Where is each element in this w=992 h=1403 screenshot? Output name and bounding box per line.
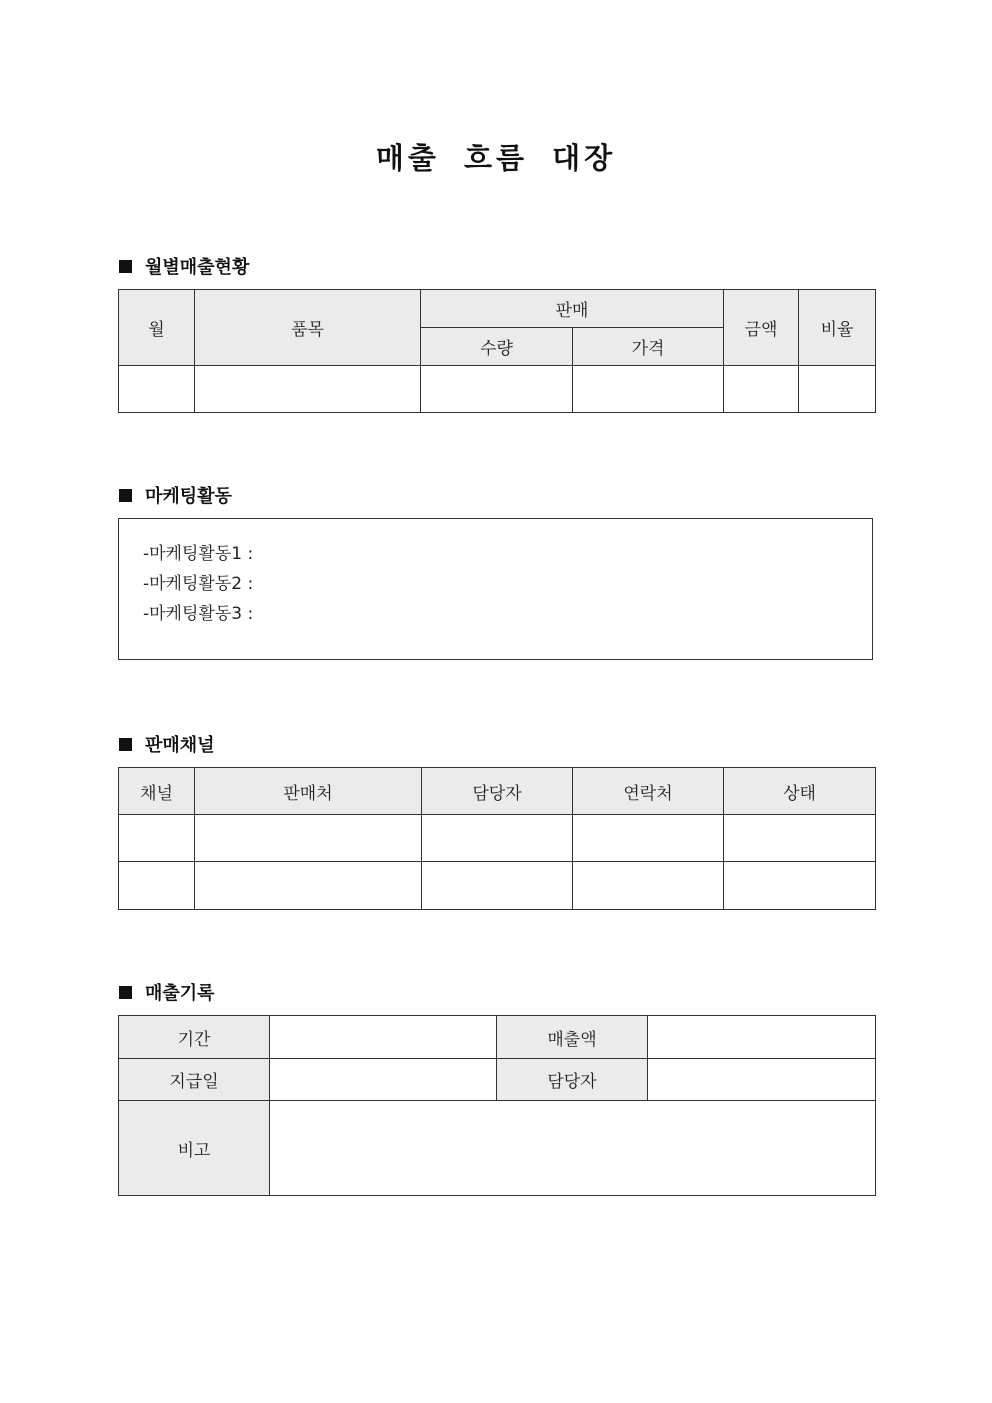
cell-status[interactable] [724, 862, 876, 910]
header-quantity: 수량 [421, 328, 573, 366]
cell-item[interactable] [195, 366, 421, 413]
header-manager: 담당자 [422, 768, 573, 815]
cell-channel[interactable] [119, 862, 195, 910]
cell-manager[interactable] [422, 815, 573, 862]
header-month: 월 [119, 290, 195, 366]
marketing-line-3: -마케팅활동3 : [143, 604, 254, 624]
cell-ratio[interactable] [799, 366, 876, 413]
square-bullet-icon [119, 489, 132, 502]
header-amount: 금액 [724, 290, 799, 366]
square-bullet-icon [119, 260, 132, 273]
value-period[interactable] [270, 1016, 497, 1059]
cell-amount[interactable] [724, 366, 799, 413]
label-manager: 담당자 [497, 1059, 648, 1101]
channels-table [118, 767, 876, 910]
marketing-line-1: -마케팅활동1 : [143, 544, 254, 564]
sales-record-table [118, 1015, 876, 1196]
table-row [119, 862, 876, 910]
label-period: 기간 [119, 1016, 270, 1059]
title-word: 대장 [552, 141, 617, 175]
cell-status[interactable] [724, 815, 876, 862]
label-sales-amount: 매출액 [497, 1016, 648, 1059]
header-channel: 채널 [119, 768, 195, 815]
value-payment-date[interactable] [270, 1059, 497, 1101]
header-sales: 판매 [421, 290, 724, 328]
value-manager[interactable] [648, 1059, 876, 1101]
section-title-text: 마케팅활동 [145, 486, 232, 507]
table-row [119, 815, 876, 862]
square-bullet-icon [119, 986, 132, 999]
cell-month[interactable] [119, 366, 195, 413]
cell-contact[interactable] [573, 862, 724, 910]
section-title-text: 매출기록 [145, 983, 215, 1004]
page-title [0, 136, 992, 177]
marketing-line-2: -마케팅활동2 : [143, 574, 254, 594]
header-seller: 판매처 [195, 768, 422, 815]
section-title-monthly-sales [119, 253, 249, 279]
label-payment-date: 지급일 [119, 1059, 270, 1101]
title-word: 흐름 [463, 141, 529, 175]
table-row [119, 366, 876, 413]
cell-seller[interactable] [195, 862, 422, 910]
title-word: 매출 [375, 141, 440, 175]
cell-quantity[interactable] [421, 366, 573, 413]
header-contact: 연락처 [573, 768, 724, 815]
section-title-text: 월별매출현황 [145, 257, 250, 278]
header-item: 품목 [195, 290, 421, 366]
monthly-sales-table [118, 289, 876, 413]
value-remarks[interactable] [270, 1101, 876, 1196]
cell-channel[interactable] [119, 815, 195, 862]
section-title-marketing [119, 482, 232, 508]
section-title-sales-record [119, 979, 215, 1005]
marketing-box[interactable] [118, 518, 873, 660]
section-title-text: 판매채널 [145, 735, 215, 756]
square-bullet-icon [119, 738, 132, 751]
cell-contact[interactable] [573, 815, 724, 862]
section-title-channels [119, 731, 215, 757]
header-ratio: 비율 [799, 290, 876, 366]
label-remarks: 비고 [119, 1101, 270, 1196]
header-price: 가격 [573, 328, 724, 366]
cell-price[interactable] [573, 366, 724, 413]
cell-manager[interactable] [422, 862, 573, 910]
value-sales-amount[interactable] [648, 1016, 876, 1059]
header-status: 상태 [724, 768, 876, 815]
cell-seller[interactable] [195, 815, 422, 862]
